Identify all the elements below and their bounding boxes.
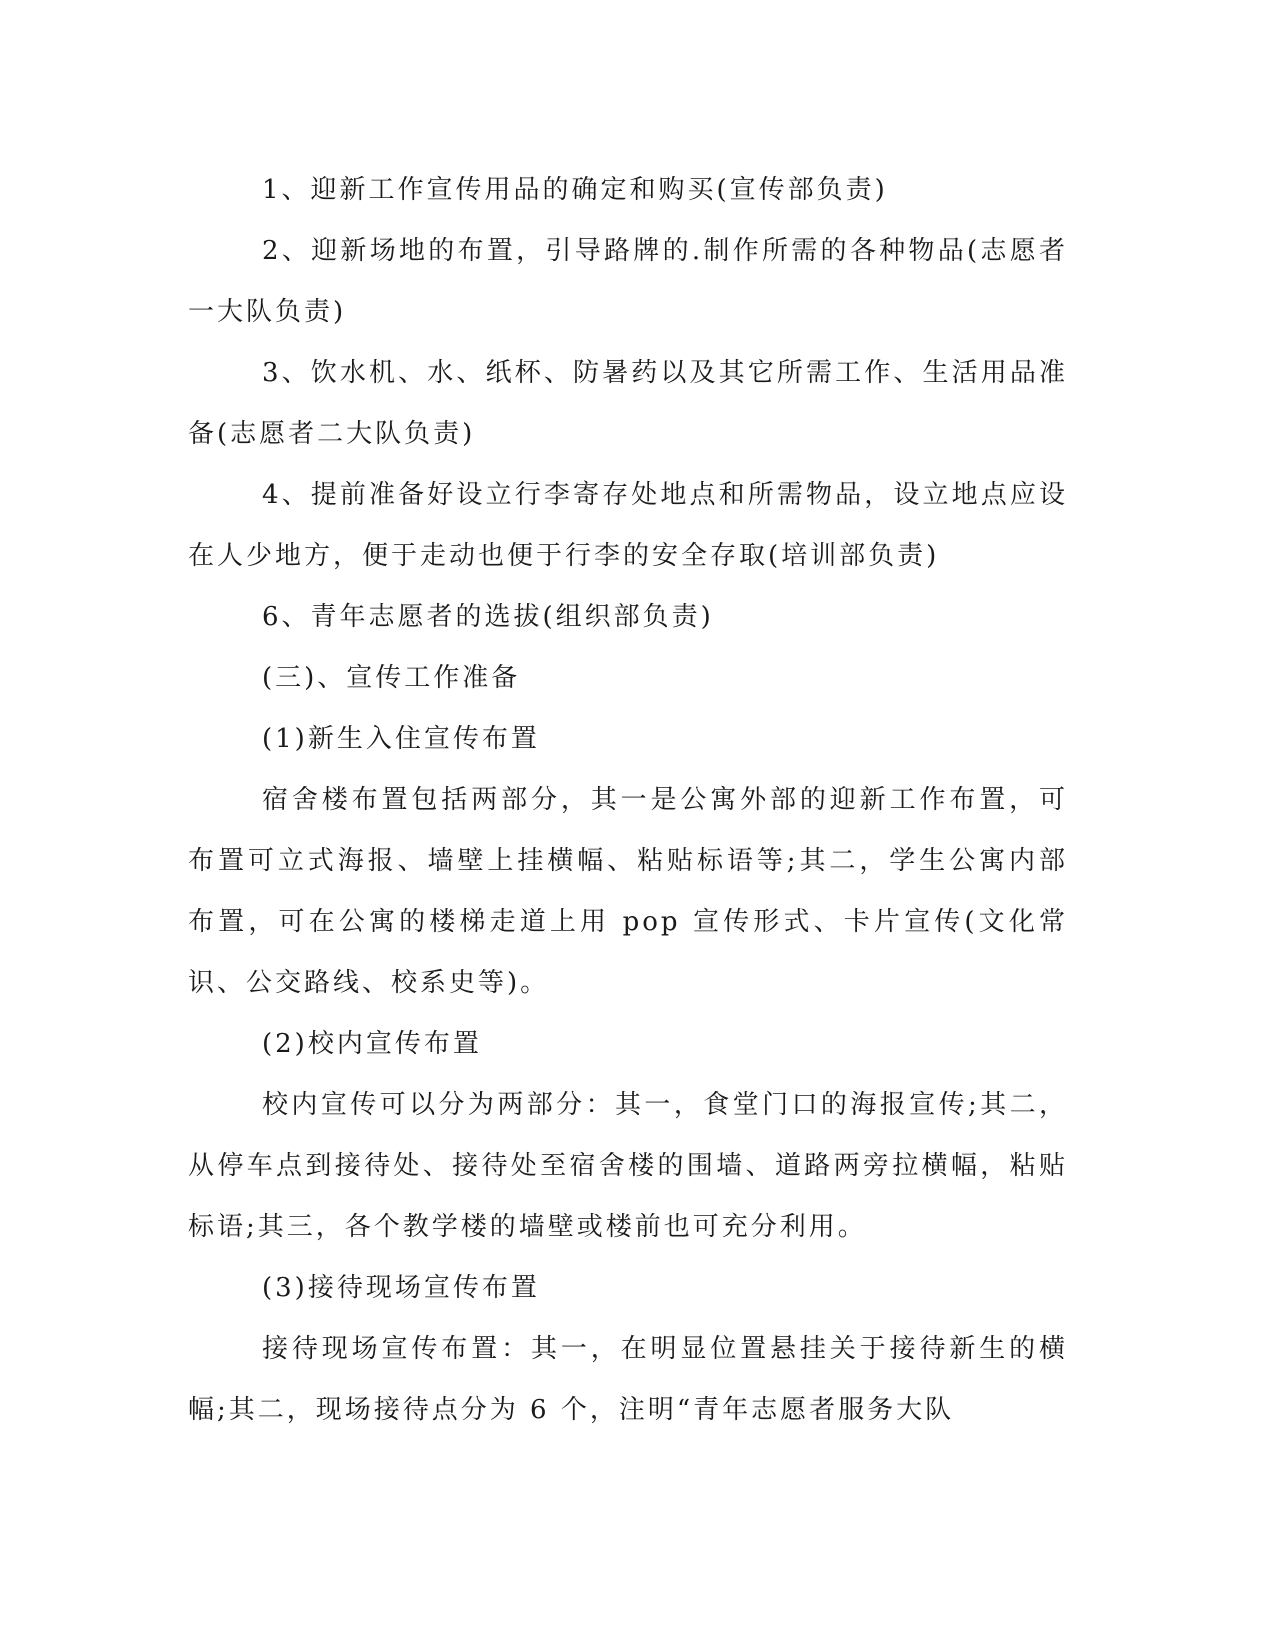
paragraph-item-3: 3、饮水机、水、纸杯、防暑药以及其它所需工作、生活用品准备(志愿者二大队负责) bbox=[188, 358, 1068, 449]
paragraph-item-2: 2、迎新场地的布置，引导路牌的.制作所需的各种物品(志愿者一大队负责) bbox=[188, 236, 1068, 327]
paragraph-dorm-publicity: 宿舍楼布置包括两部分，其一是公寓外部的迎新工作布置，可布置可立式海报、墙壁上挂横幅、粘贴标语等;其二，学生公寓内部布置，可在公寓的楼梯走道上用 pop 宣传形式、卡片宣传(文化常识、公交路线、校系史等)。 bbox=[188, 785, 1068, 998]
paragraph-campus-publicity: 校内宣传可以分为两部分：其一，食堂门口的海报宣传;其二，从停车点到接待处、接待处至宿舍楼的围墙、道路两旁拉横幅，粘贴标语;其三，各个教学楼的墙壁或楼前也可充分利用。 bbox=[188, 1090, 1068, 1242]
document-body bbox=[188, 160, 1068, 1441]
subheading-campus-publicity: (2)校内宣传布置 bbox=[262, 1029, 482, 1059]
subheading-reception-publicity: (3)接待现场宣传布置 bbox=[262, 1273, 540, 1303]
paragraph-item-4: 4、提前准备好设立行李寄存处地点和所需物品，设立地点应设在人少地方，便于走动也便于行李的安全存取(培训部负责) bbox=[188, 480, 1068, 571]
paragraph-item-1: 1、迎新工作宣传用品的确定和购买(宣传部负责) bbox=[262, 175, 888, 205]
paragraph-reception-publicity: 接待现场宣传布置：其一，在明显位置悬挂关于接待新生的横幅;其二，现场接待点分为 6 个，注明“青年志愿者服务大队 bbox=[188, 1334, 1068, 1425]
subheading-dorm-publicity: (1)新生入住宣传布置 bbox=[262, 724, 540, 754]
paragraph-item-6: 6、青年志愿者的选拔(组织部负责) bbox=[262, 602, 714, 632]
section-heading-publicity-prep: (三)、宣传工作准备 bbox=[262, 663, 521, 693]
